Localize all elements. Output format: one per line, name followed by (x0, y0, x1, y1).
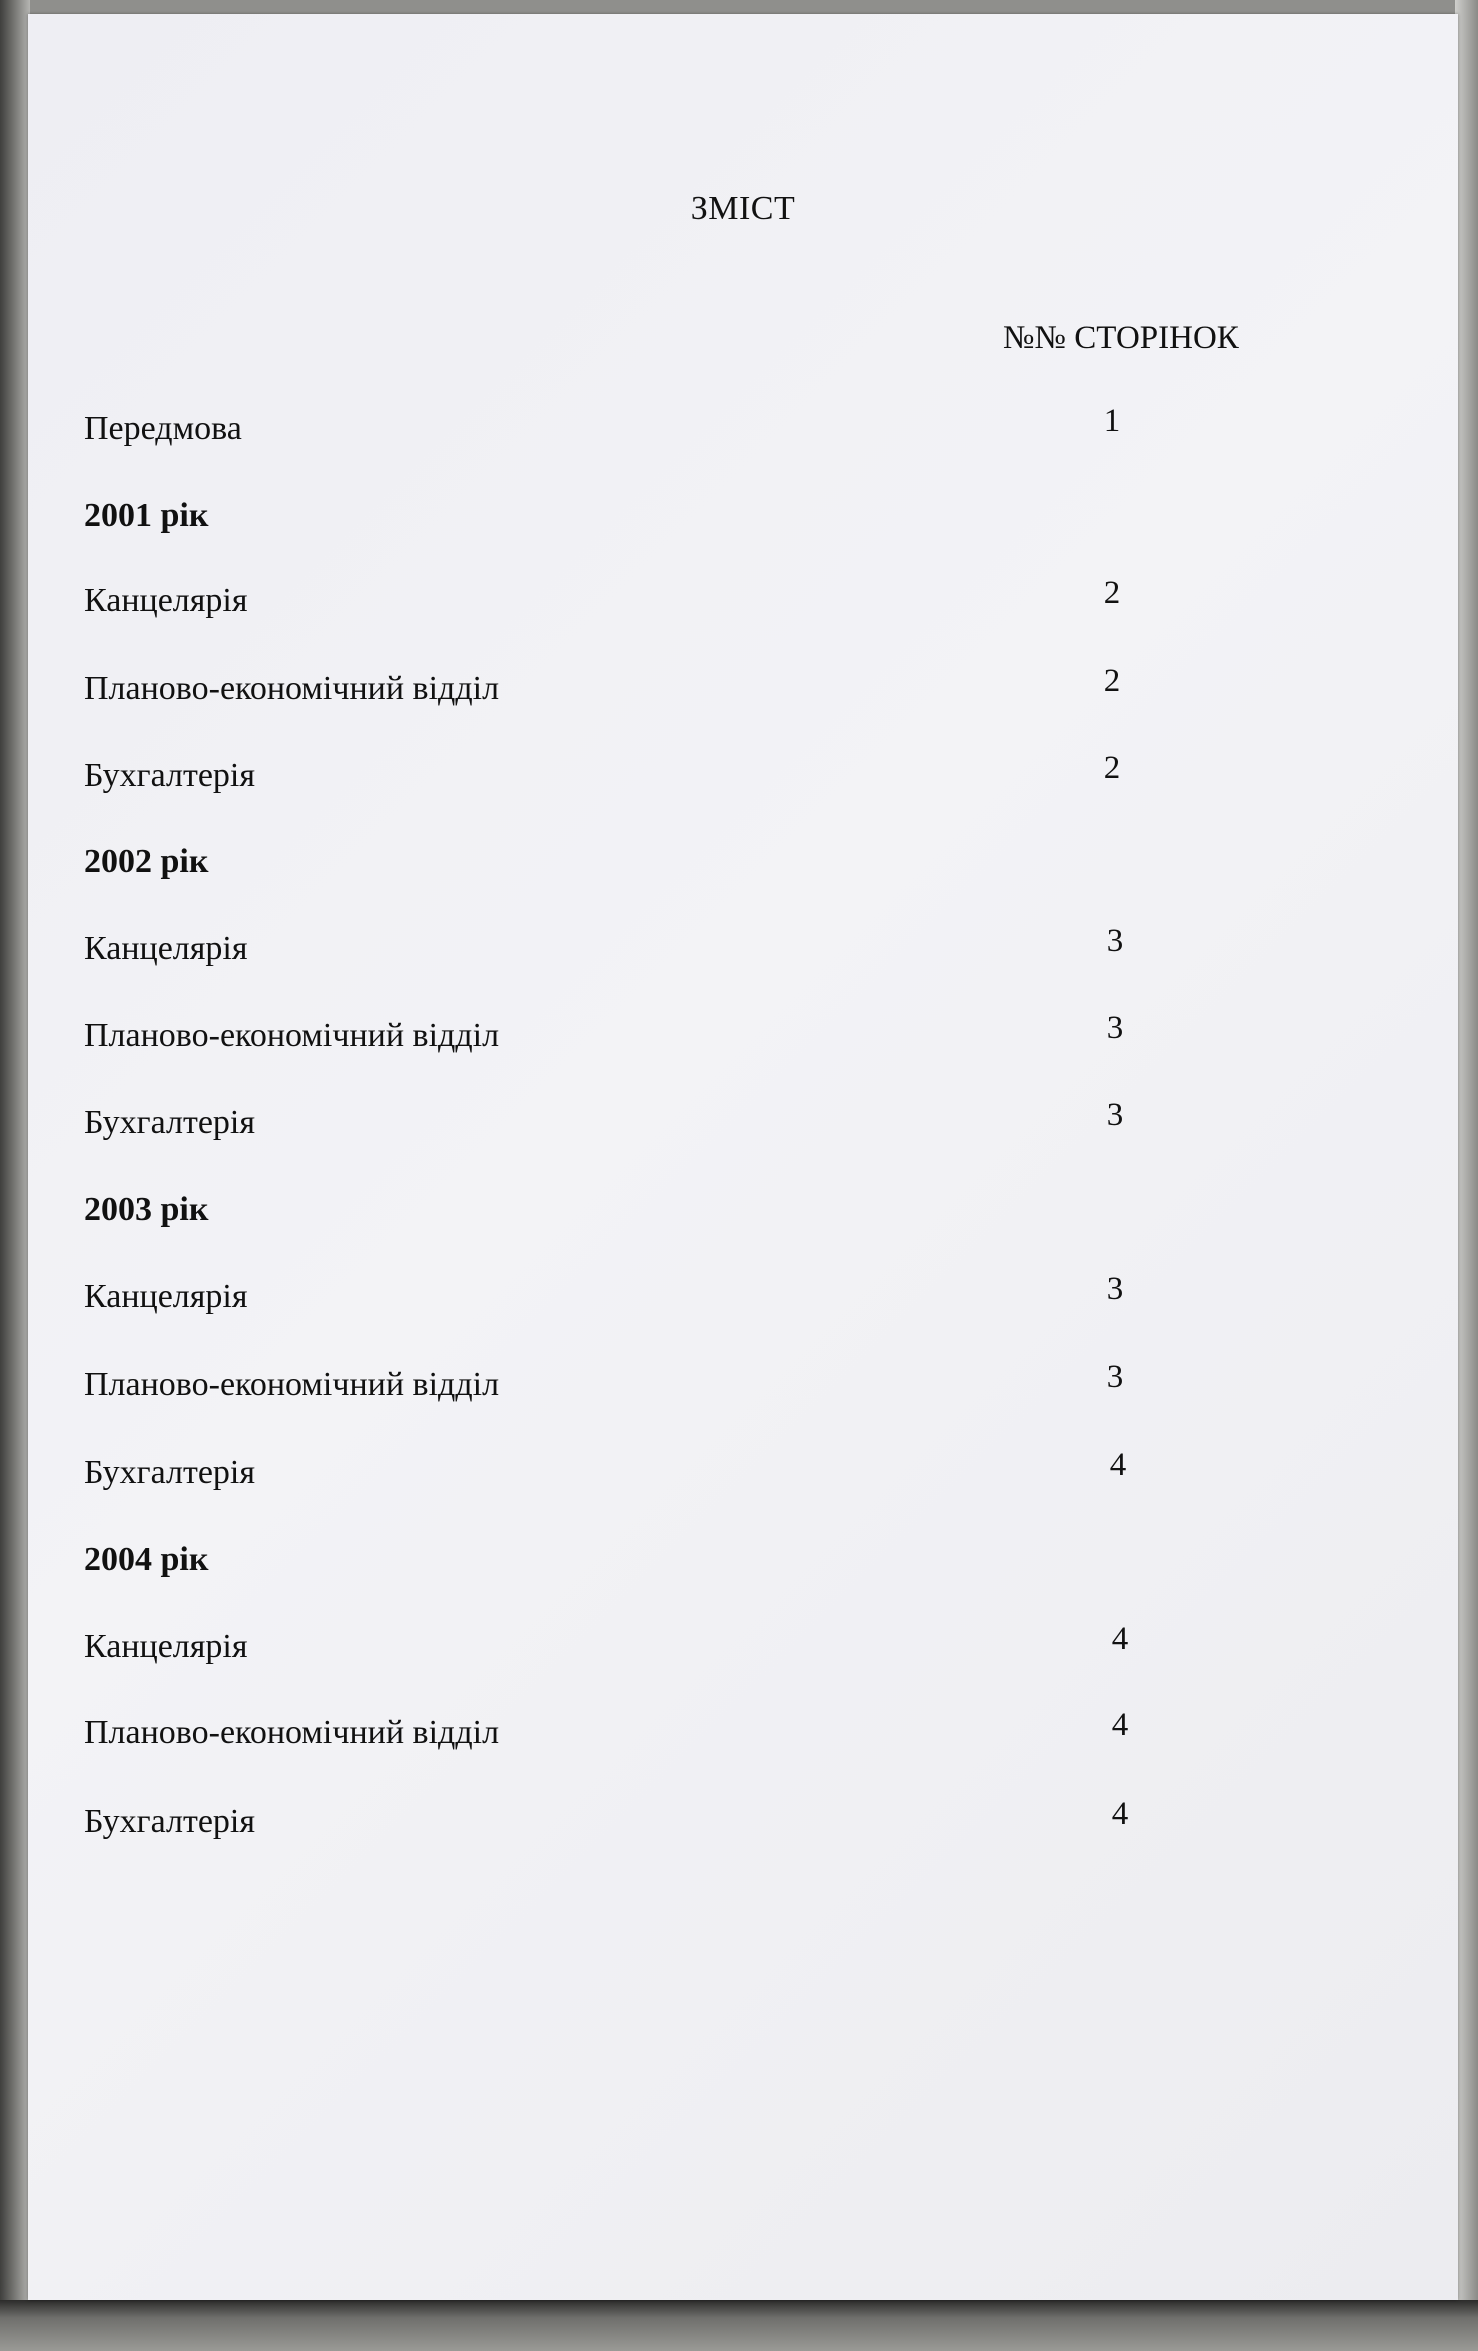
toc-row (84, 575, 1284, 626)
toc-entry-page: 4 (1109, 1447, 1127, 1483)
toc-entry-label: Планово-економічний відділ (84, 1714, 500, 1751)
document-page (28, 14, 1458, 2300)
toc-entry-page: 3 (1106, 1359, 1124, 1395)
toc-year-label: 2002 рік (84, 843, 209, 880)
toc-year-2001 (84, 497, 1284, 541)
toc-entry-label: Бухгалтерія (84, 1104, 256, 1141)
right-edge (1455, 0, 1478, 2351)
toc-entry-label: Бухгалтерія (84, 1454, 256, 1491)
toc-entry-page: 2 (1103, 750, 1121, 786)
toc-entry-page: 3 (1106, 923, 1124, 959)
toc-entry-label: Планово-економічний відділ (84, 1366, 500, 1403)
binding-edge (0, 0, 30, 2351)
toc-entry-label: Планово-економічний відділ (84, 1017, 500, 1054)
page-title: ЗМІСТ (690, 190, 796, 227)
toc-entry-page: 3 (1106, 1271, 1124, 1307)
toc-row (84, 1621, 1284, 1672)
toc-row (84, 1010, 1284, 1061)
toc-entry-label: Канцелярія (84, 930, 248, 967)
toc-entry-page: 1 (1103, 403, 1121, 439)
toc-year-label: 2003 рік (84, 1191, 209, 1228)
toc-row (84, 750, 1284, 801)
toc-row (84, 663, 1284, 714)
toc-entry-label: Канцелярія (84, 1628, 248, 1665)
toc-year-2004 (84, 1541, 1284, 1585)
toc-row (84, 923, 1284, 974)
toc-entry-label: Бухгалтерія (84, 1803, 256, 1840)
toc-entry-label: Канцелярія (84, 582, 248, 619)
toc-entry-page: 2 (1103, 663, 1121, 699)
toc-year-2003 (84, 1191, 1284, 1235)
toc-row (84, 1097, 1284, 1148)
toc-year-label: 2001 рік (84, 497, 209, 534)
toc-entry-page: 2 (1103, 575, 1121, 611)
toc-year-2002 (84, 843, 1284, 887)
toc-entry-page: 3 (1106, 1097, 1124, 1133)
pages-column-header: №№ СТОРІНОК (1003, 320, 1239, 356)
toc-row (84, 1796, 1284, 1847)
toc-entry-page: 4 (1111, 1621, 1129, 1657)
toc-entry-page: 4 (1111, 1796, 1129, 1832)
toc-entry-page: 3 (1106, 1010, 1124, 1046)
toc-row (84, 1707, 1284, 1758)
toc-row (84, 1271, 1284, 1322)
toc-entry-label: Бухгалтерія (84, 757, 256, 794)
toc-entry-page: 4 (1111, 1707, 1129, 1743)
toc-entry-label: Канцелярія (84, 1278, 248, 1315)
bottom-edge (0, 2300, 1478, 2351)
toc-row (84, 1447, 1284, 1498)
toc-entry-label: Планово-економічний відділ (84, 670, 500, 707)
toc-row (84, 1359, 1284, 1410)
toc-year-label: 2004 рік (84, 1541, 209, 1578)
toc-row-preface (84, 403, 1284, 454)
toc-entry-label: Передмова (84, 410, 242, 447)
